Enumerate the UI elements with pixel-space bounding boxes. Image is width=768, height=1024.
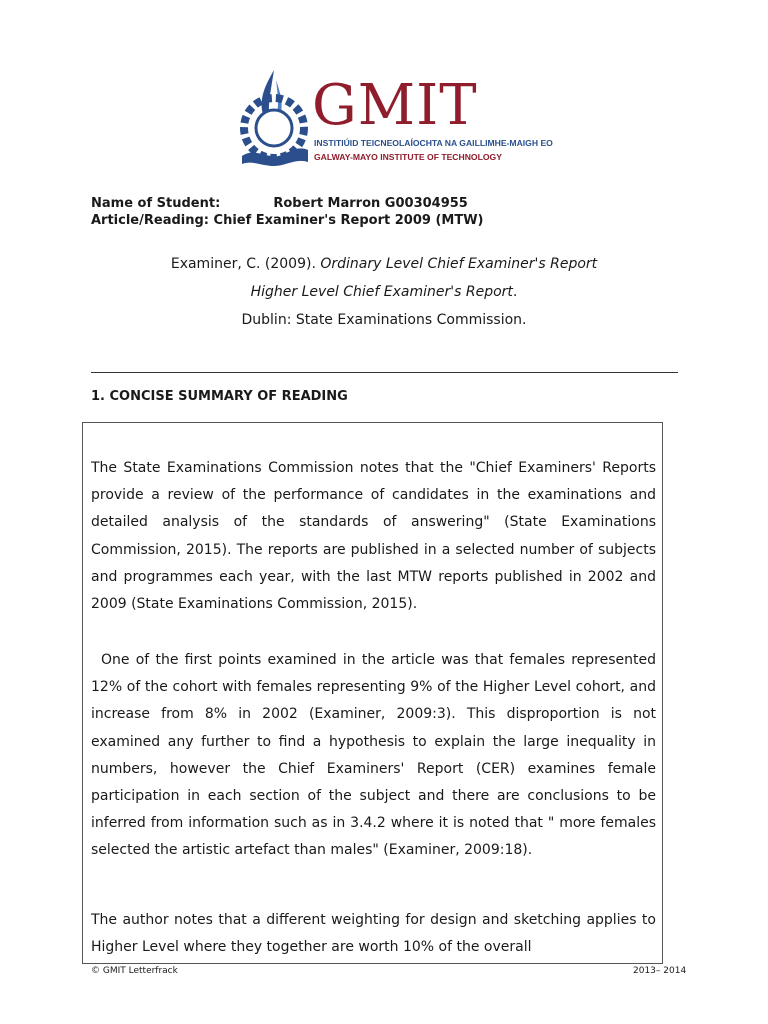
citation-author: Examiner, C. (2009).	[170, 256, 321, 272]
citation-title-2: Higher Level Chief Examiner's Report	[250, 284, 513, 300]
citation-publisher: Dublin: State Examinations Commission.	[241, 312, 527, 328]
citation-line-1	[0, 256, 768, 272]
gmit-emblem-icon	[236, 66, 312, 170]
logo-irish-name: INSTITIÚID TEICNEOLAÍOCHTA NA GAILLIMHE-MAIGH EO	[314, 138, 553, 148]
summary-box	[82, 422, 663, 964]
footer-copyright: © GMIT Letterfrack	[91, 966, 178, 976]
citation-period: .	[512, 284, 518, 300]
paragraph-2: One of the first points examined in the article was that females represented 12% of the cohort with females representing 9% of the Higher Level cohort, and increase from 8% in 2002 (Examiner, 2009:3). This disproportion is not examined any further to find a hypothesis to explain the large inequality in numbers, however the Chief Examiners' Report (CER) examines female participation in each section of the subject and there are conclusions to be inferred from information such as in 3.4.2 where it is noted that " more females selected the artistic artefact than males" (Examiner, 2009:18).	[91, 652, 656, 859]
gmit-logo	[236, 66, 553, 170]
logo-wordmark: GMIT	[312, 73, 478, 138]
article-line	[91, 213, 484, 228]
citation-title-1: Ordinary Level Chief Examiner's Report	[320, 256, 598, 272]
student-label: Name of Student:	[91, 196, 221, 211]
student-name-line	[91, 196, 468, 211]
horizontal-divider	[91, 372, 678, 373]
student-value: Robert Marron G00304955	[273, 196, 468, 211]
logo-english-name: GALWAY-MAYO INSTITUTE OF TECHNOLOGY	[314, 152, 502, 162]
citation-line-2	[0, 284, 768, 300]
article-value: Chief Examiner's Report 2009 (MTW)	[213, 213, 484, 228]
paragraph-3: The author notes that a different weighting for design and sketching applies to Higher Level where they together are worth 10% of the overall	[91, 912, 656, 956]
paragraph-1: The State Examinations Commission notes that the "Chief Examiners' Reports provide a review of the performance of candidates in the examinations and detailed analysis of the standards of answering" (State Examinations Commission, 2015). The reports are published in a selected number of subjects and programmes each year, with the last MTW reports published in 2002 and 2009 (State Examinations Commission, 2015).	[91, 460, 656, 613]
section-heading: 1. CONCISE SUMMARY OF READING	[91, 389, 348, 404]
article-label: Article/Reading:	[91, 213, 209, 228]
footer-year: 2013– 2014	[633, 966, 687, 976]
